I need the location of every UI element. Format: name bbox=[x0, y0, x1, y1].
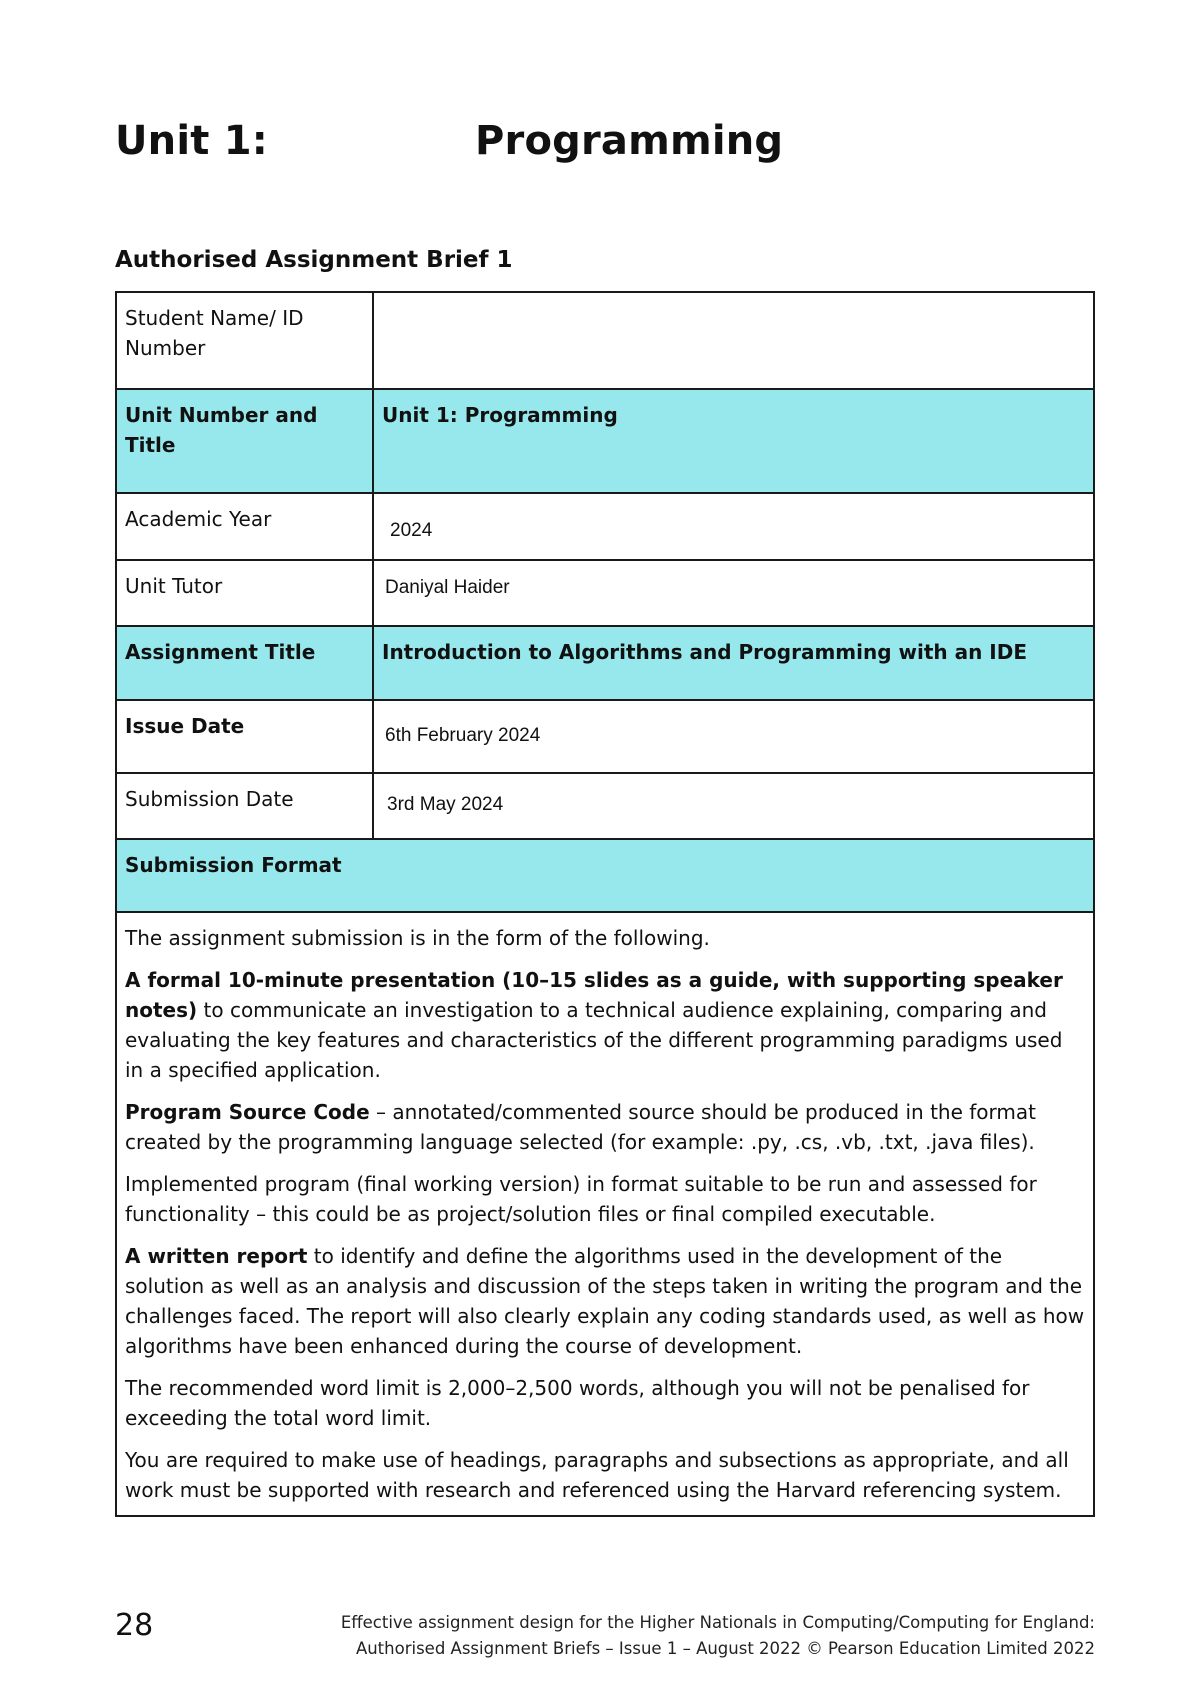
unit-row bbox=[116, 389, 1094, 493]
issue-value: 6th February 2024 bbox=[385, 725, 541, 746]
footer-line: Authorised Assignment Briefs – Issue 1 – August 2022 © Pearson Education Limited 2022 bbox=[355, 1639, 1095, 1658]
assignment-label: Assignment Title bbox=[116, 626, 373, 700]
student-label: Student Name/ ID Number bbox=[116, 292, 373, 389]
academic-year-row bbox=[116, 493, 1094, 560]
submission-label: Submission Date bbox=[116, 773, 373, 839]
submission-date-row bbox=[116, 773, 1094, 839]
tutor-value: Daniyal Haider bbox=[385, 577, 510, 598]
assignment-brief-table bbox=[115, 291, 1095, 1517]
year-label: Academic Year bbox=[116, 493, 373, 560]
format-paragraph: A formal 10-minute presentation (10–15 slides as a guide, with supporting speaker notes) to communicate an investigation to a technical audience explaining, comparing and evaluating the key features and characteristics of the different programming paradigms used in a specified application. bbox=[125, 968, 1063, 1082]
tutor-row bbox=[116, 560, 1094, 626]
student-value bbox=[373, 292, 1094, 389]
student-row bbox=[116, 292, 1094, 389]
brief-title: Authorised Assignment Brief 1 bbox=[115, 247, 513, 273]
submission-format-header-row bbox=[116, 839, 1094, 912]
unit-label: Unit Number and Title bbox=[116, 389, 373, 493]
format-label: Submission Format bbox=[116, 839, 1094, 912]
issue-date-row bbox=[116, 700, 1094, 773]
issue-label: Issue Date bbox=[116, 700, 373, 773]
unit-heading bbox=[115, 118, 783, 164]
assignment-value: Introduction to Algorithms and Programming with an IDE bbox=[373, 626, 1094, 700]
format-paragraph: You are required to make use of headings, paragraphs and subsections as appropriate, and all work must be supported with research and referenced using the Harvard referencing system. bbox=[125, 1448, 1069, 1502]
format-paragraph: Implemented program (final working version) in format suitable to be run and assessed for functionality – this could be as project/solution files or final compiled executable. bbox=[125, 1172, 1037, 1226]
submission-value: 3rd May 2024 bbox=[387, 794, 504, 815]
unit-number: Unit 1: bbox=[115, 118, 268, 164]
page-footer bbox=[341, 1610, 1095, 1662]
format-paragraph: The recommended word limit is 2,000–2,500 words, although you will not be penalised for exceeding the total word limit. bbox=[125, 1376, 1030, 1430]
format-paragraph: The assignment submission is in the form of the following. bbox=[125, 926, 710, 950]
assignment-title-row bbox=[116, 626, 1094, 700]
footer-line: Effective assignment design for the Higher Nationals in Computing/Computing for England: bbox=[340, 1613, 1095, 1632]
format-paragraph: Program Source Code – annotated/commented source should be produced in the format created by the programming language selected (for example: .py, .cs, .vb, .txt, .java files). bbox=[125, 1100, 1036, 1154]
submission-format-content-row bbox=[116, 912, 1094, 1516]
unit-value: Unit 1: Programming bbox=[373, 389, 1094, 493]
page-number: 28 bbox=[115, 1608, 154, 1643]
tutor-label: Unit Tutor bbox=[116, 560, 373, 626]
year-value: 2024 bbox=[390, 520, 433, 541]
submission-format-content bbox=[116, 912, 1094, 1516]
unit-name: Programming bbox=[475, 118, 784, 164]
format-paragraph: A written report to identify and define the algorithms used in the development of the solution as well as an analysis and discussion of the steps taken in writing the program and the challenges faced. The report will also clearly explain any coding standards used, as well as how algorithms have been enhanced during the course of development. bbox=[125, 1244, 1085, 1358]
